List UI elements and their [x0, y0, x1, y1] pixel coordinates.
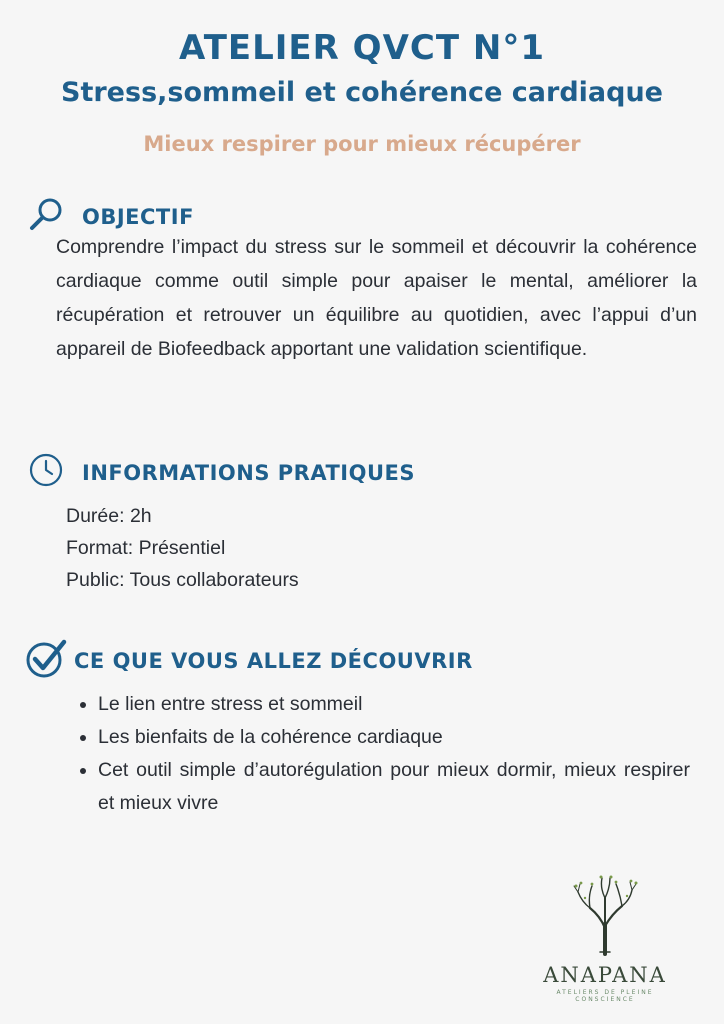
tagline: Mieux respirer pour mieux récupérer [143, 132, 581, 156]
decouvrir-list [74, 688, 690, 820]
decouvrir-label: CE QUE VOUS ALLEZ DÉCOUVRIR [74, 648, 473, 673]
list-item: • Les bienfaits de la cohérence cardiaque [98, 721, 690, 754]
list-item: • Cet outil simple d’autorégulation pour mieux dormir, mieux respirer et mieux vivre [98, 754, 690, 820]
objectif-text: Comprendre l’impact du stress sur le sommeil et découvrir la cohérence cardiaque comme outil simple pour apaiser le mental, améliorer la récupération et retrouver un équilibre au quotidien, avec l’appui d’un appareil de Biofeedback apportant une validation scientifique. [56, 236, 697, 360]
check-circle-icon [24, 636, 68, 685]
informations-list [66, 500, 299, 596]
tree-icon [570, 872, 640, 961]
objectif-label: OBJECTIF [82, 204, 194, 229]
list-item: • Le lien entre stress et sommeil [98, 688, 690, 721]
info-item-duree: Durée: 2h [66, 505, 152, 527]
logo-subtitle: ATELIERS DE PLEINE CONSCIENCE [556, 989, 654, 1003]
anapana-logo [530, 872, 680, 1003]
page-subtitle: Stress,sommeil et cohérence cardiaque [61, 77, 663, 108]
info-item-format: Format: Présentiel [66, 537, 226, 559]
decouvrir-heading [24, 636, 473, 685]
header [0, 28, 724, 158]
page-title: ATELIER QVCT N°1 [179, 28, 545, 68]
informations-heading [28, 452, 415, 493]
info-item-public: Public: Tous collaborateurs [66, 569, 299, 591]
logo-name: ANAPANA [543, 963, 667, 987]
informations-label: INFORMATIONS PRATIQUES [82, 460, 415, 485]
clock-icon [28, 452, 64, 493]
